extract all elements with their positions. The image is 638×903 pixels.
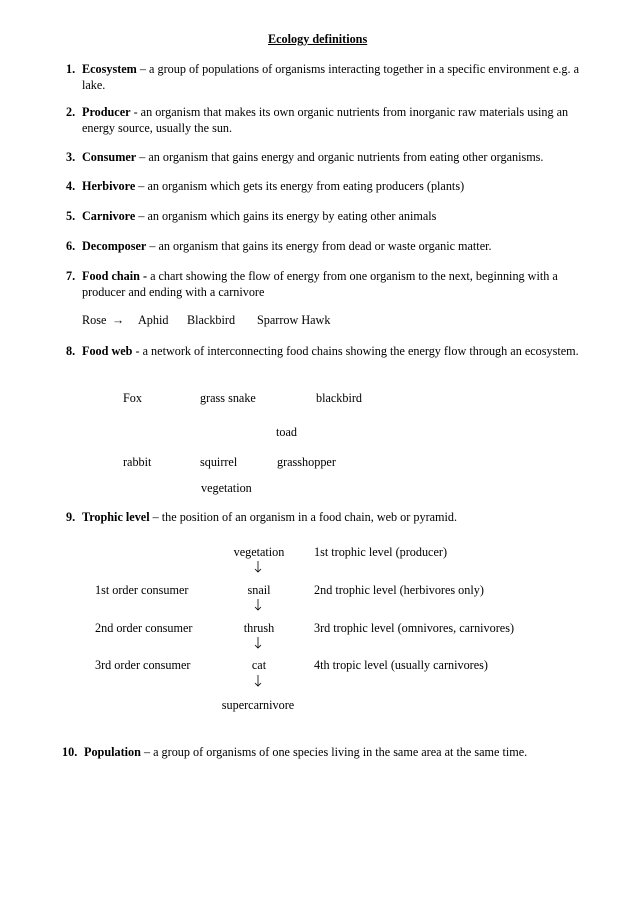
term: Trophic level (82, 510, 150, 524)
item-number: 4. (66, 179, 76, 193)
definition-text: – a group of organisms of one species living in the same area at the same time. (140, 745, 528, 759)
item-number: 8. (66, 344, 76, 358)
down-arrow-icon (253, 675, 263, 687)
definition-carnivore (82, 208, 602, 224)
term: Ecosystem (82, 62, 137, 76)
term: Decomposer (82, 239, 147, 253)
definition-text: – an organism which gets its energy from eating producers (plants) (135, 179, 465, 193)
definition-consumer (82, 149, 602, 165)
definition-herbivore (82, 178, 602, 194)
web-grasshopper: grasshopper (277, 455, 336, 469)
definition-population (84, 744, 604, 760)
chain-rose: Rose (82, 313, 107, 327)
web-toad: toad (276, 425, 297, 439)
trophic-supercarnivore: supercarnivore (221, 698, 295, 712)
consumer-order-2: 2nd order consumer (95, 621, 193, 635)
web-fox: Fox (123, 391, 142, 405)
definition-text: a chart showing the flow of energy from one organism to the next, beginning with a producer and ending with a carnivore (82, 269, 558, 299)
definition-food-chain (82, 268, 602, 300)
definition-food-web (82, 343, 602, 359)
trophic-level-4: 4th tropic level (usually carnivores) (314, 658, 488, 672)
item-number: 6. (66, 239, 76, 253)
trophic-level-3: 3rd trophic level (omnivores, carnivores) (314, 621, 515, 635)
term: Consumer (82, 150, 137, 164)
term: Food chain - (82, 269, 148, 283)
down-arrow-icon (253, 599, 263, 611)
down-arrow-icon (253, 561, 263, 573)
definition-text: – an organism that gains its energy from dead or waste organic matter. (146, 239, 492, 253)
definition-producer (82, 104, 602, 136)
web-squirrel: squirrel (200, 455, 238, 469)
trophic-thrush: thrush (243, 621, 275, 635)
item-number: 3. (66, 150, 76, 164)
term: Carnivore (82, 209, 136, 223)
chain-aphid: Aphid (138, 313, 169, 327)
down-arrow-icon (253, 637, 263, 649)
consumer-order-3: 3rd order consumer (95, 658, 191, 672)
term: Food web (82, 344, 133, 358)
web-rabbit: rabbit (123, 455, 152, 469)
trophic-snail: snail (247, 583, 271, 597)
definition-text: – an organism which gains its energy by eating other animals (135, 209, 437, 223)
page-title: Ecology definitions (268, 32, 368, 46)
chain-blackbird: Blackbird (187, 313, 236, 327)
definition-text: – the position of an organism in a food chain, web or pyramid. (149, 510, 458, 524)
web-blackbird: blackbird (316, 391, 363, 405)
definition-text: – an organism that gains energy and organic nutrients from eating other organisms. (136, 150, 544, 164)
item-number: 9. (66, 510, 76, 524)
trophic-level-1: 1st trophic level (producer) (314, 545, 447, 559)
trophic-vegetation: vegetation (233, 545, 285, 559)
web-vegetation: vegetation (201, 481, 252, 495)
web-grass-snake: grass snake (200, 391, 256, 405)
definition-text: – a group of populations of organisms interacting together in a specific environment e.g. a lake. (82, 62, 579, 92)
item-number: 2. (66, 105, 76, 119)
right-arrow-icon: → (112, 313, 125, 327)
item-number: 10. (62, 745, 78, 759)
definition-text: - an organism that makes its own organic nutrients from inorganic raw materials using an energy source, usually the sun. (82, 105, 569, 135)
consumer-order-1: 1st order consumer (95, 583, 189, 597)
definition-text: - a network of interconnecting food chains showing the energy flow through an ecosystem. (132, 344, 579, 358)
definition-trophic-level (82, 509, 602, 525)
term: Population (84, 745, 141, 759)
item-number: 5. (66, 209, 76, 223)
item-number: 7. (66, 269, 76, 283)
definition-decomposer (82, 238, 602, 254)
term: Producer (82, 105, 131, 119)
trophic-level-2: 2nd trophic level (herbivores only) (314, 583, 484, 597)
chain-sparrow-hawk: Sparrow Hawk (257, 313, 331, 327)
trophic-cat: cat (251, 658, 267, 672)
definition-ecosystem (82, 61, 602, 93)
item-number: 1. (66, 62, 76, 76)
term: Herbivore (82, 179, 136, 193)
